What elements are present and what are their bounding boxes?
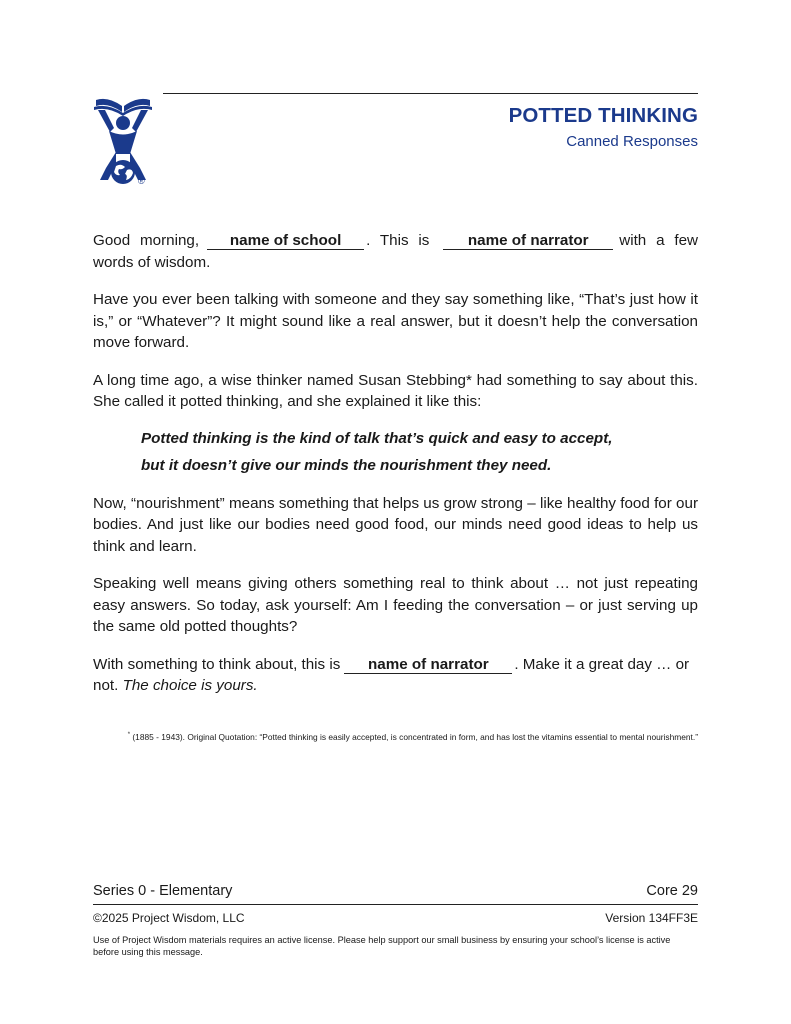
paragraph-3: A long time ago, a wise thinker named Susan Stebbing* had something to say about this. She called it potted thinking, and she explained it like this: bbox=[93, 371, 698, 410]
greeting-paragraph bbox=[93, 230, 698, 273]
footnote-text: (1885 - 1943). Original Quotation: “Potted thinking is easily accepted, is concentrated in form, and has lost the vitamins essential to mental nourishment.” bbox=[132, 731, 698, 742]
message-body bbox=[93, 230, 698, 713]
narrator-name-blank: name of narrator bbox=[443, 232, 613, 250]
paragraph-2: Have you ever been talking with someone and they say something like, “That’s just how it is,” or “Whatever”? It might sound like a real answer, but it doesn’t help the conversation move forward. bbox=[93, 291, 698, 351]
intro-tail-text: with a few words of wisdom. bbox=[93, 232, 699, 271]
registered-mark: ® bbox=[138, 176, 145, 186]
school-name-blank: name of school bbox=[207, 232, 364, 250]
page-title: POTTED THINKING bbox=[508, 104, 698, 127]
paragraph-5: Speaking well means giving others something real to think about … not just repeating easy answers. So today, ask yourself: Am I feeding the conversation – or just serving up the same old potted thoughts? bbox=[93, 575, 698, 635]
version-label: Version 134FF3E bbox=[605, 911, 698, 925]
closing-text: With something to think about, this is bbox=[93, 655, 341, 673]
copyright: ©2025 Project Wisdom, LLC bbox=[93, 911, 245, 925]
closing-tail-text: . Make it a great day … or not. bbox=[93, 655, 690, 694]
core-label: Core 29 bbox=[646, 883, 698, 899]
license-notice: Use of Project Wisdom materials requires an active license. Please help support our small business by ensuring your school’s license is active before using this message. bbox=[93, 935, 671, 957]
footnote-marker: * bbox=[127, 732, 131, 738]
tagline: The choice is yours. bbox=[122, 677, 258, 694]
footnote bbox=[93, 729, 698, 743]
intro-text: . This is bbox=[366, 232, 430, 249]
narrator-name-blank-closing: name of narrator bbox=[344, 656, 512, 674]
header-rule bbox=[163, 93, 698, 94]
greeting-text: Good morning, bbox=[93, 232, 200, 249]
paragraph-4: Now, “nourishment” means something that helps us grow strong – like healthy food for our bodies. And just like our bodies need good food, our minds need good ideas to help us think and learn. bbox=[93, 494, 698, 555]
page-subtitle: Canned Responses bbox=[566, 133, 698, 150]
closing-paragraph bbox=[93, 654, 698, 697]
quotation: Potted thinking is the kind of talk that’s quick and easy to accept, but it doesn’t give our minds the nourishment they need. bbox=[141, 429, 613, 474]
footer-rule bbox=[93, 904, 698, 905]
series-label: Series 0 - Elementary bbox=[93, 883, 233, 899]
